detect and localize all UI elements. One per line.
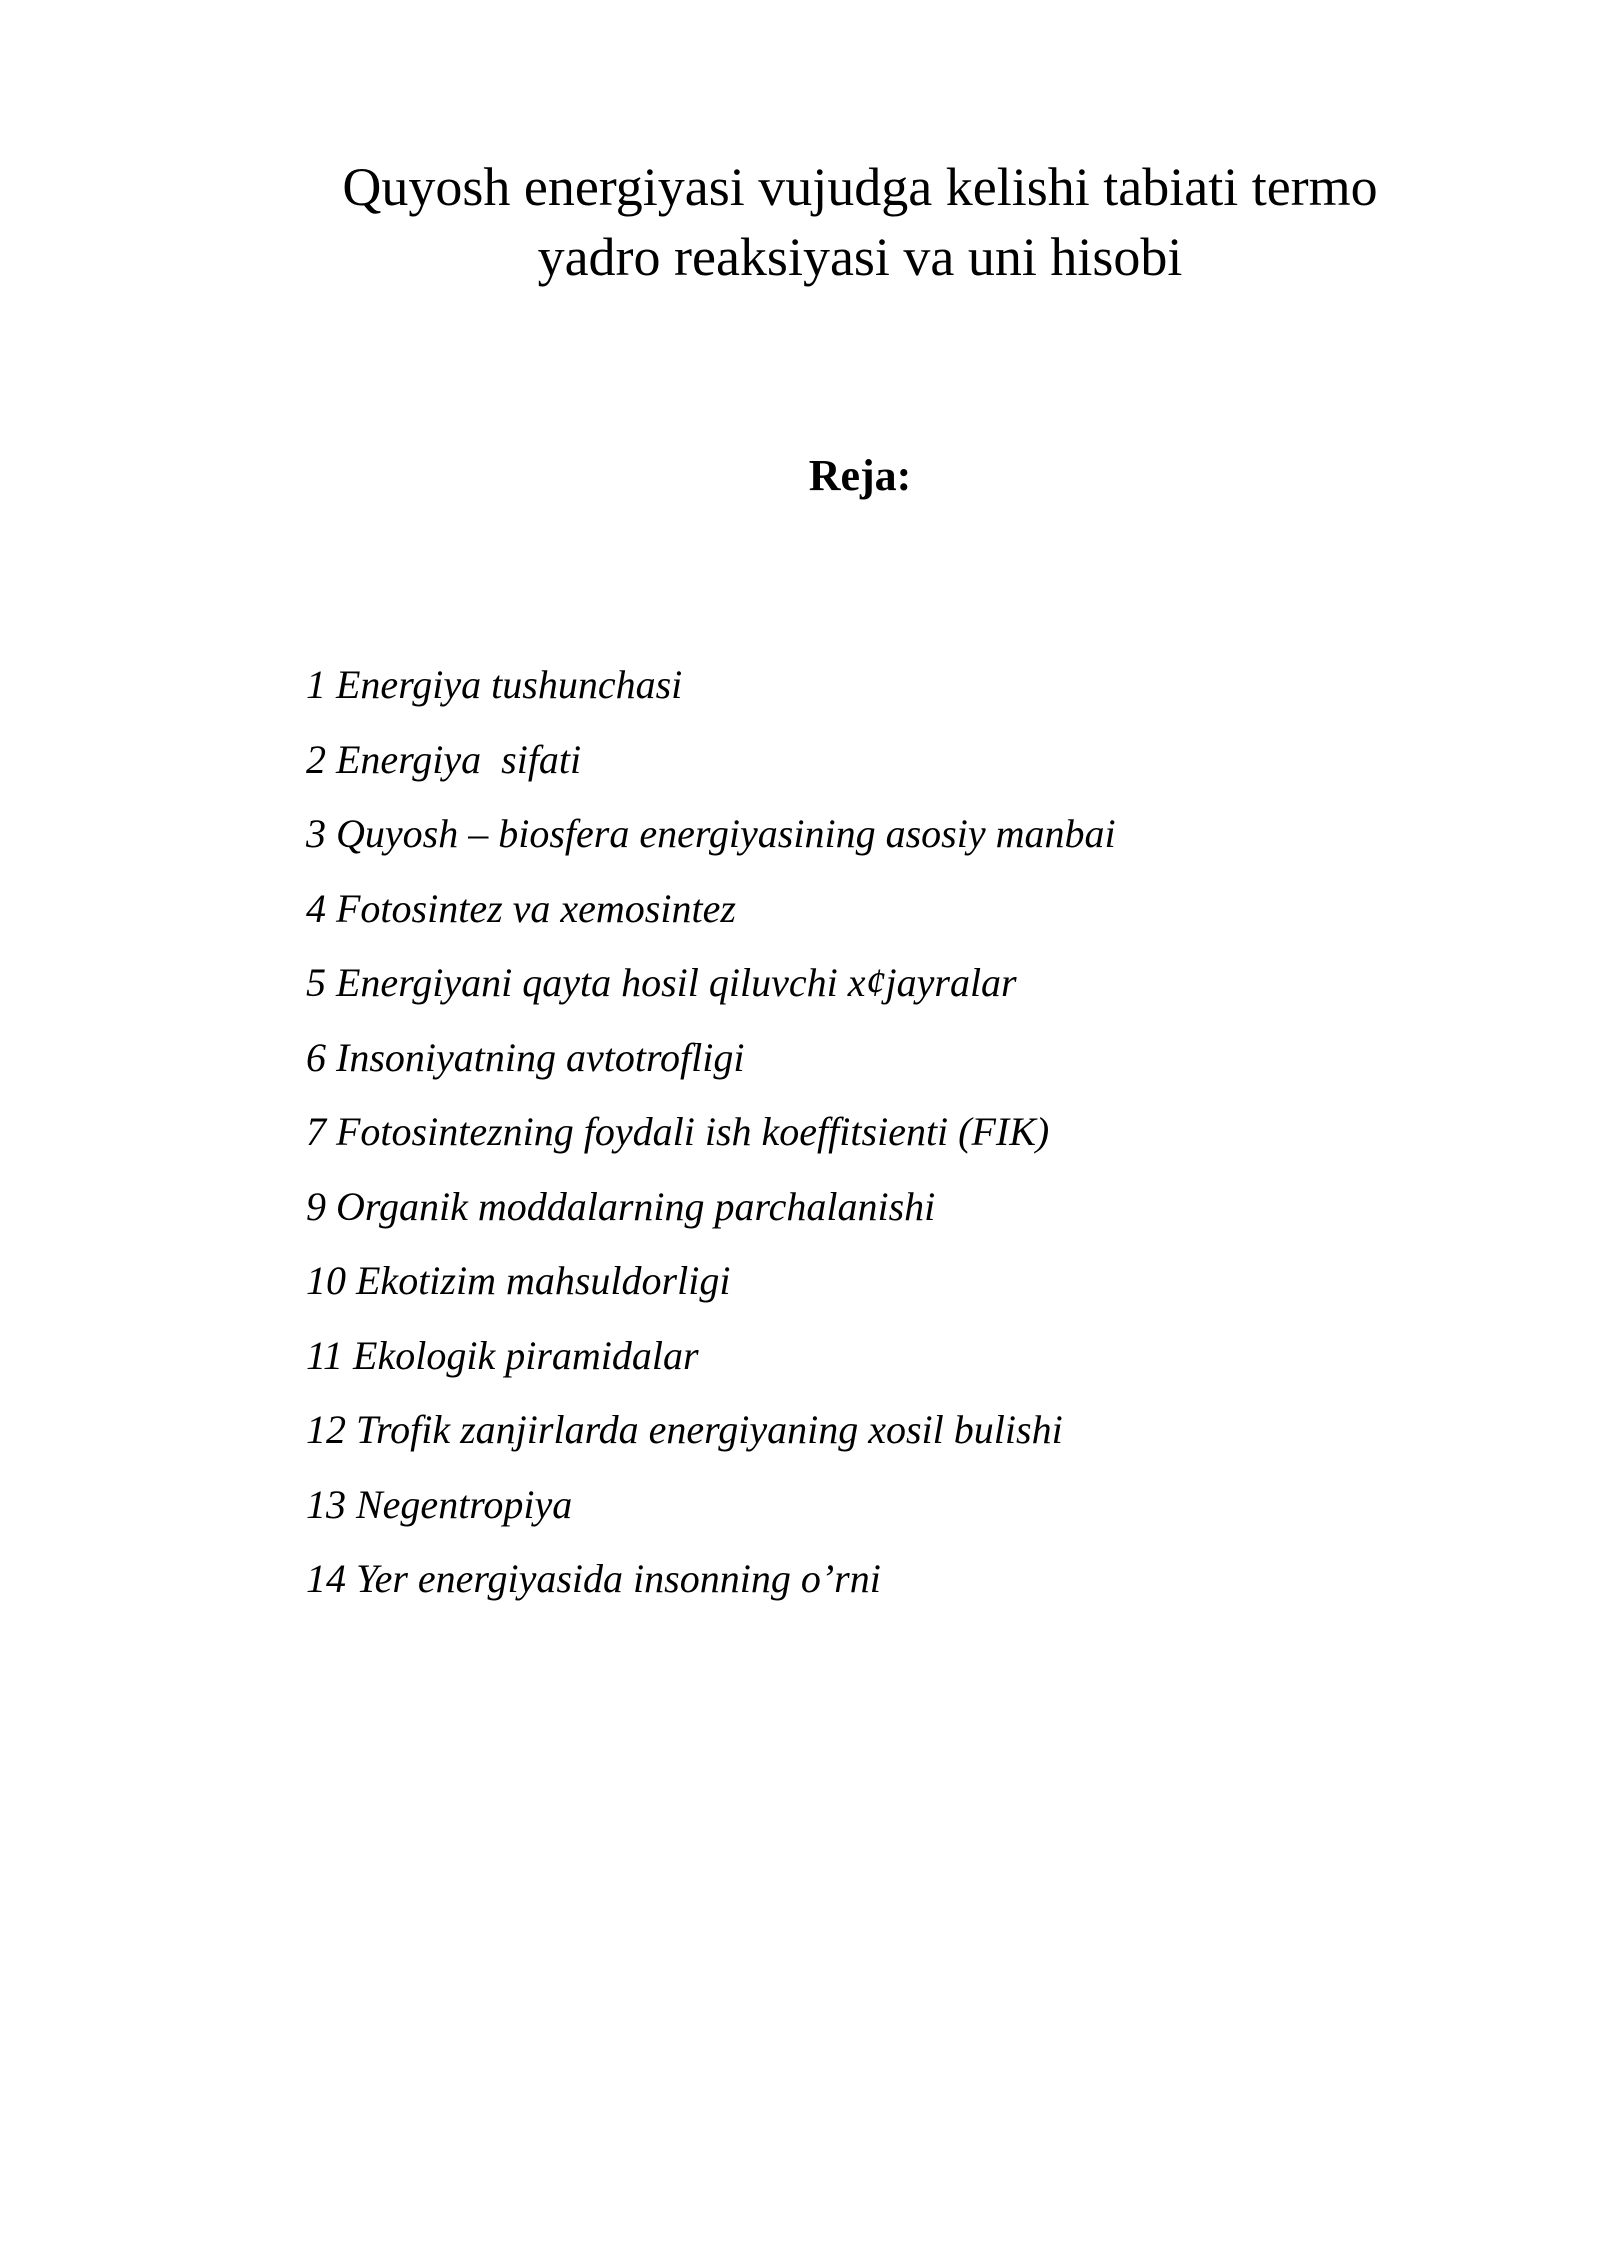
plan-item-5: 5 Energiyani qayta hosil qiluvchi x¢jayralar [306, 960, 1017, 1005]
plan-item-14: 14 Yer energiyasida insonning o’rni [306, 1556, 881, 1601]
document-title [250, 152, 1470, 292]
document-title-line-1: Quyosh energiyasi vujudga kelishi tabiati termo [342, 157, 1378, 217]
plan-item-10: 10 Ekotizim mahsuldorligi [306, 1258, 731, 1303]
plan-item-11: 11 Ekologik piramidalar [306, 1332, 699, 1378]
plan-item-9: 9 Organik moddalarning parchalanishi [306, 1183, 936, 1229]
plan-item-13: 13 Negentropiya [306, 1481, 573, 1527]
plan-item-4: 4 Fotosintez va xemosintez [306, 885, 736, 931]
plan-heading: Reja: [808, 451, 912, 500]
plan-list [306, 648, 1116, 1617]
plan-item-1: 1 Energiya tushunchasi [306, 662, 683, 707]
plan-item-2: 2 Energiya sifati [306, 736, 582, 782]
plan-item-6: 6 Insoniyatning avtotrofligi [306, 1034, 745, 1080]
plan-item-3: 3 Quyosh – biosfera energiyasining asosiy manbai [306, 811, 1116, 856]
document-title-line-2: yadro reaksiyasi va uni hisobi [537, 227, 1183, 287]
plan-item-12: 12 Trofik zanjirlarda energiyaning xosil bulishi [306, 1407, 1063, 1452]
plan-item-7: 7 Fotosintezning foydali ish koeffitsienti (FIK) [306, 1109, 1050, 1154]
